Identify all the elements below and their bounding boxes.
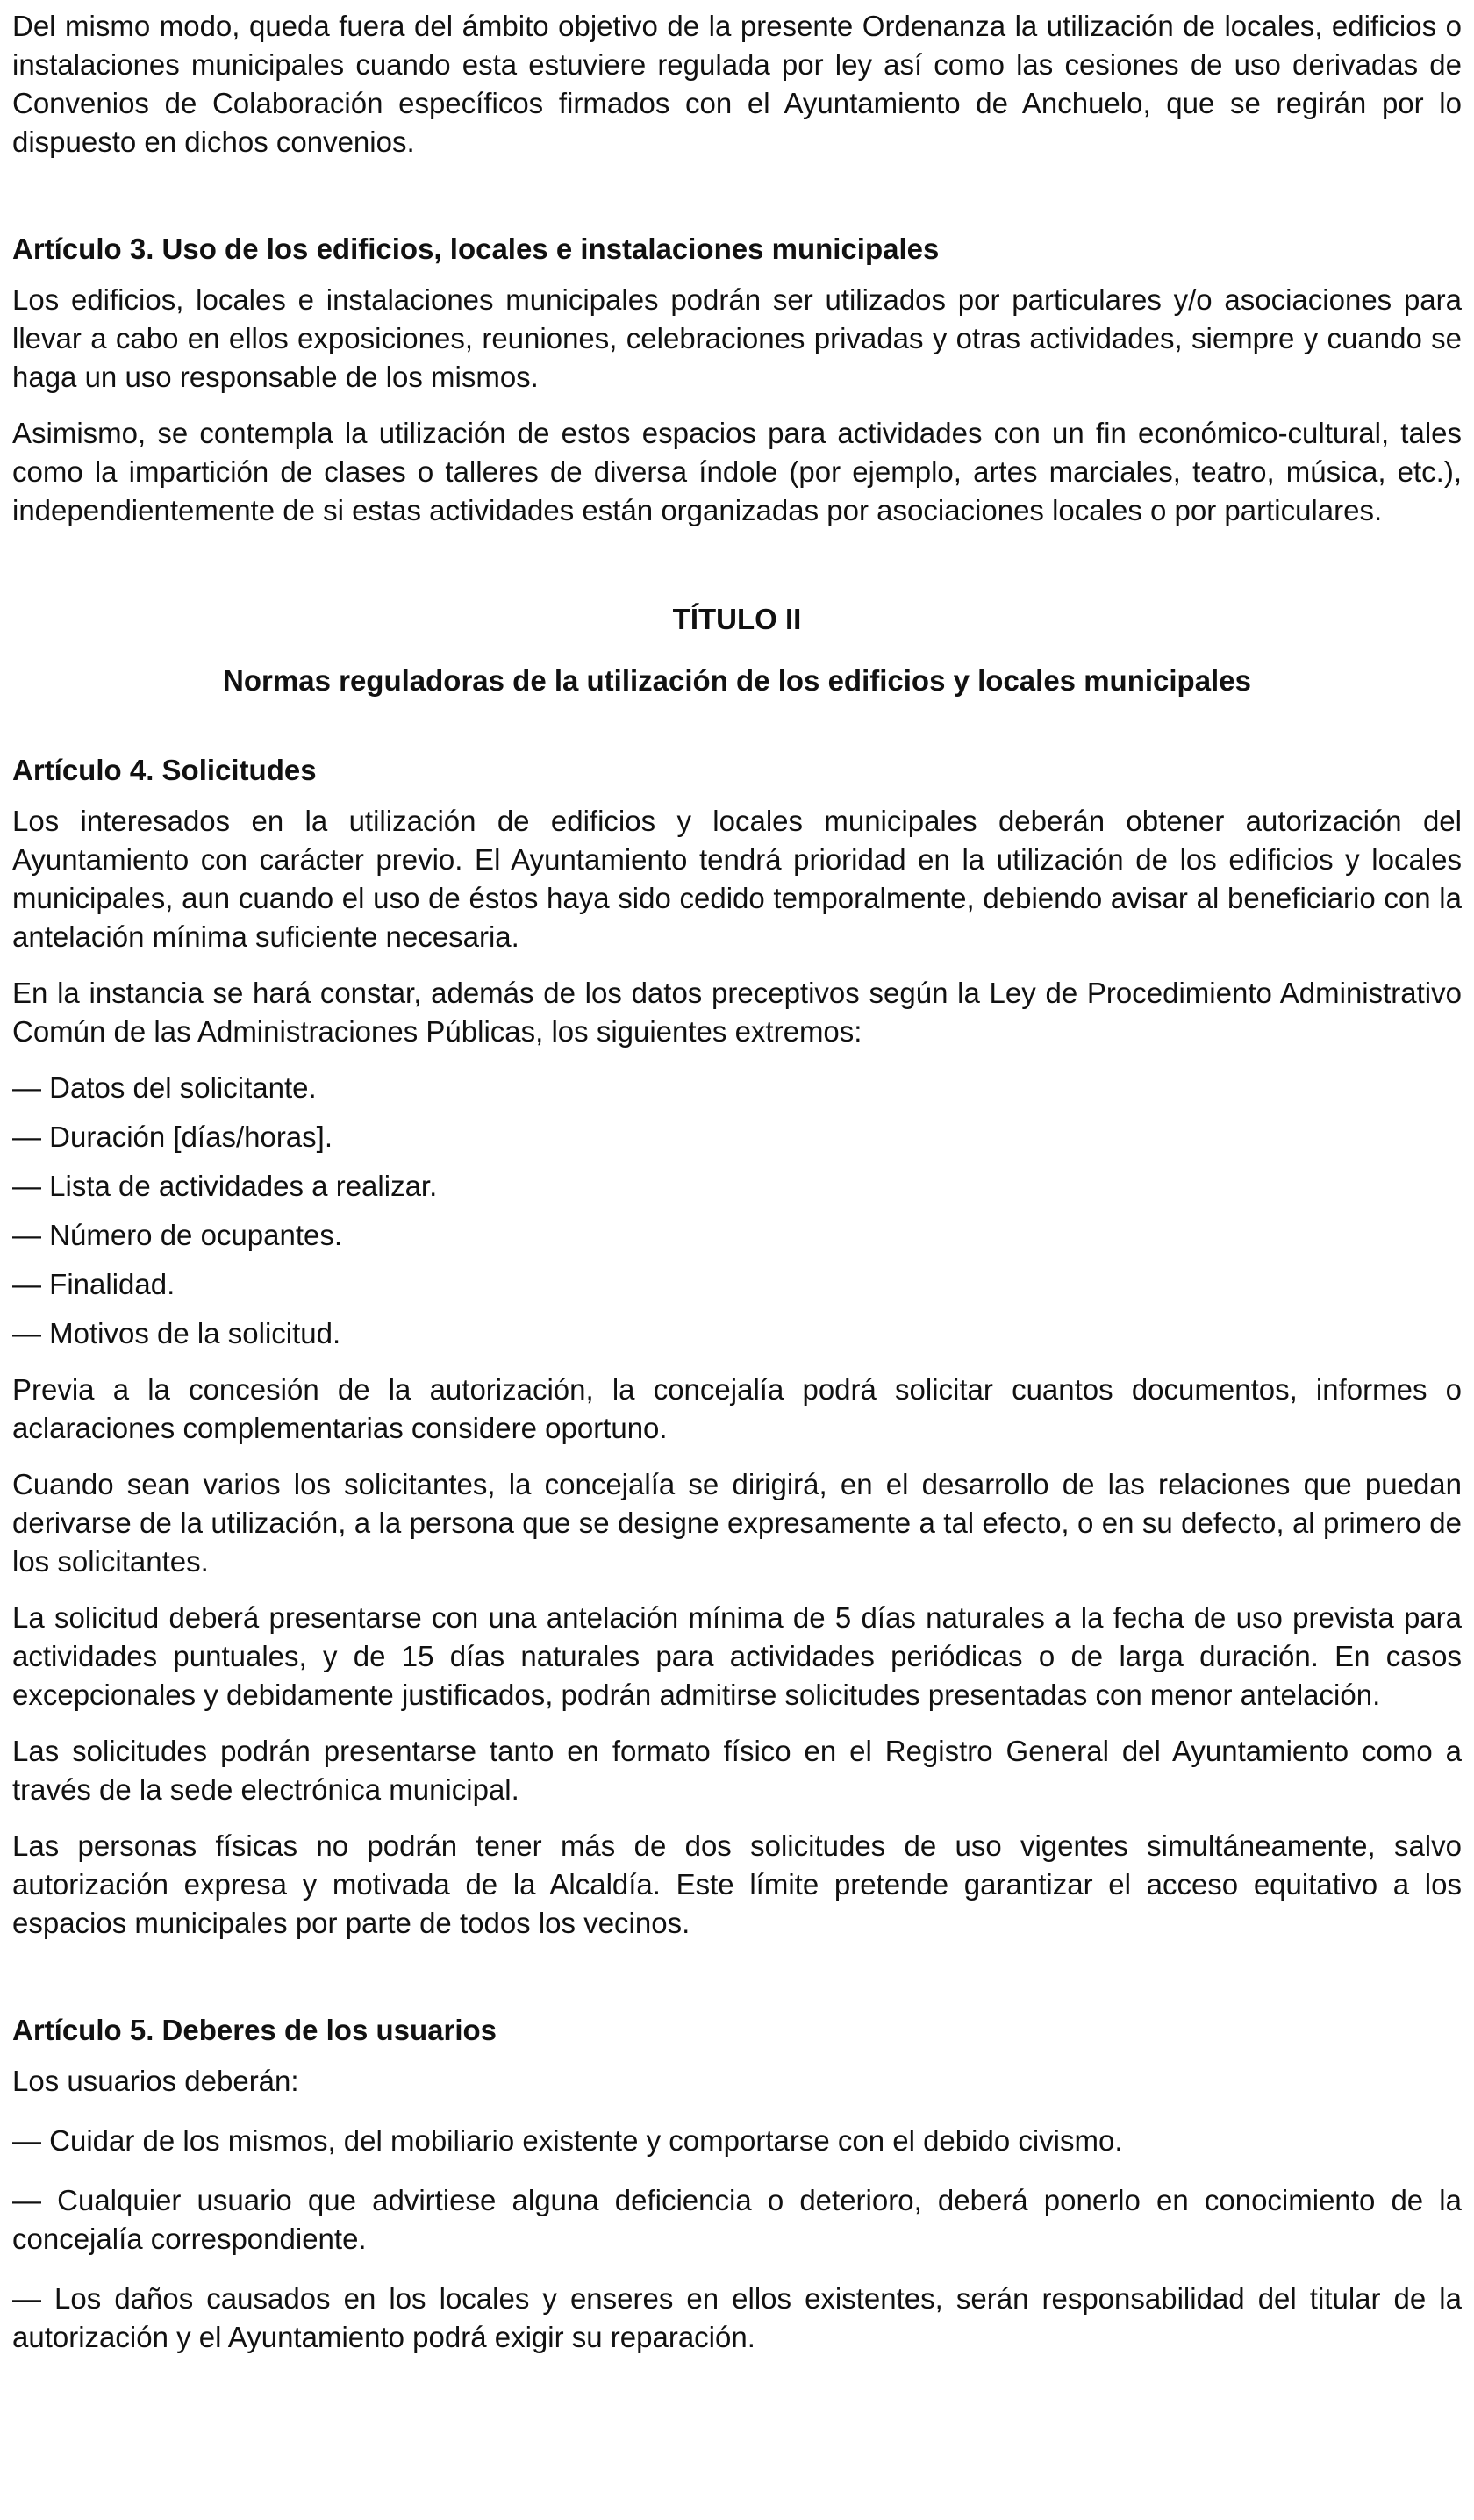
- intro-paragraph: Del mismo modo, queda fuera del ámbito objetivo de la presente Ordenanza la utilización de locales, edificios o instalaciones municipales cuando esta estuviere regulada por ley así como las cesiones de uso derivadas de Convenios de Colaboración específicos firmados con el Ayuntamiento de Anchuelo, que se regirán por lo dispuesto en dichos convenios.: [12, 10, 1462, 158]
- title-heading: TÍTULO II: [672, 603, 802, 635]
- title-subheading: Normas reguladoras de la utilización de los edificios y locales municipales: [223, 664, 1251, 697]
- list-item: — Número de ocupantes.: [12, 1219, 343, 1251]
- article-5-title: Artículo 5. Deberes de los usuarios: [12, 2014, 497, 2046]
- article-4-paragraph: Los interesados en la utilización de edificios y locales municipales deberán obtener autorización del Ayuntamiento con carácter previo. El Ayuntamiento tendrá prioridad en la utilización de los edificios y locales municipales, aun cuando el uso de éstos haya sido cedido temporalmente, debiendo avisar al beneficiario con la antelación mínima suficiente necesaria.: [12, 805, 1462, 953]
- article-3-paragraph: Asimismo, se contempla la utilización de estos espacios para actividades con un fin económico-cultural, tales como la impartición de clases o talleres de diversa índole (por ejemplo, artes marciales, teatro, música, etc.), independientemente de si estas actividades están organizadas por asociaciones locales o por particulares.: [12, 417, 1462, 526]
- article-4-paragraph: La solicitud deberá presentarse con una antelación mínima de 5 días naturales a la fecha de uso prevista para actividades puntuales, y de 15 días naturales para actividades periódicas o de larga duración. En casos excepcionales y debidamente justificados, podrán admitirse solicitudes presentadas con menor antelación.: [12, 1601, 1462, 1711]
- list-item: — Duración [días/horas].: [12, 1120, 333, 1153]
- article-3-title: Artículo 3. Uso de los edificios, locales e instalaciones municipales: [12, 233, 940, 265]
- article-4-paragraph: Previa a la concesión de la autorización, la concejalía podrá solicitar cuantos documentos, informes o aclaraciones complementarias considere oportuno.: [12, 1373, 1462, 1444]
- article-4-paragraph: Las personas físicas no podrán tener más de dos solicitudes de uso vigentes simultáneamente, salvo autorización expresa y motivada de la Alcaldía. Este límite pretende garantizar el acceso equitativo a los espacios municipales por parte de todos los vecinos.: [12, 1829, 1462, 1939]
- article-3-paragraph: Los edificios, locales e instalaciones municipales podrán ser utilizados por particulares y/o asociaciones para llevar a cabo en ellos exposiciones, reuniones, celebraciones privadas y otras actividades, siempre y cuando se haga un uso responsable de los mismos.: [12, 283, 1462, 393]
- article-4-paragraph: En la instancia se hará constar, además de los datos preceptivos según la Ley de Procedimiento Administrativo Común de las Administraciones Públicas, los siguientes extremos:: [12, 977, 1462, 1048]
- document-page: [12, 7, 1462, 2378]
- list-item: — Cuidar de los mismos, del mobiliario existente y comportarse con el debido civismo.: [12, 2124, 1123, 2157]
- list-item: — Motivos de la solicitud.: [12, 1317, 341, 1349]
- article-4-paragraph: Cuando sean varios los solicitantes, la concejalía se dirigirá, en el desarrollo de las relaciones que puedan derivarse de la utilización, a la persona que se designe expresamente a tal efecto, o en su defecto, al primero de los solicitantes.: [12, 1468, 1462, 1578]
- list-item: — Lista de actividades a realizar.: [12, 1170, 438, 1202]
- list-item: — Cualquier usuario que advirtiese alguna deficiencia o deterioro, deberá ponerlo en conocimiento de la concejalía correspondiente.: [12, 2184, 1462, 2255]
- list-item: — Finalidad.: [12, 1268, 175, 1300]
- article-4-paragraph: Las solicitudes podrán presentarse tanto en formato físico en el Registro General del Ayuntamiento como a través de la sede electrónica municipal.: [12, 1735, 1462, 1806]
- list-item: — Los daños causados en los locales y enseres en ellos existentes, serán responsabilidad del titular de la autorización y el Ayuntamiento podrá exigir su reparación.: [12, 2282, 1462, 2353]
- list-item: — Datos del solicitante.: [12, 1071, 317, 1104]
- article-4-title: Artículo 4. Solicitudes: [12, 754, 317, 786]
- article-5-intro: Los usuarios deberán:: [12, 2065, 299, 2097]
